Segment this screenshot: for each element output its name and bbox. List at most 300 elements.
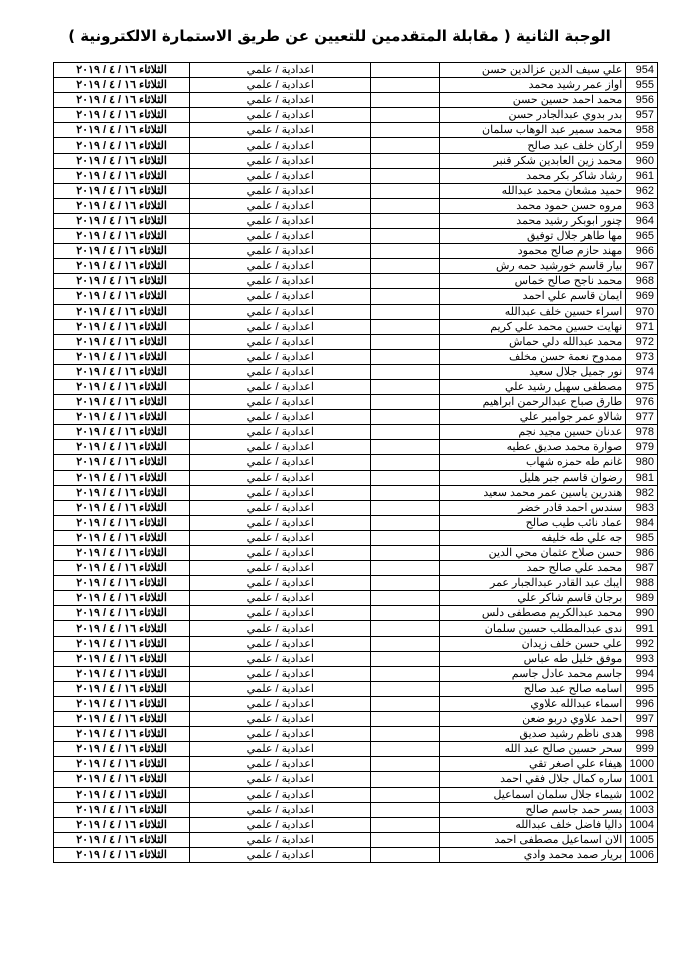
table-row xyxy=(54,440,658,455)
row-number: 976 xyxy=(626,395,658,410)
table-row xyxy=(54,666,658,681)
certificate-type: اعدادية / علمي xyxy=(190,666,371,681)
empty-cell xyxy=(371,485,440,500)
row-number: 986 xyxy=(626,546,658,561)
empty-cell xyxy=(371,817,440,832)
applicant-name: محمد علي صالح حمد xyxy=(439,561,625,576)
applicant-name: مصطفى سهيل رشيد علي xyxy=(439,379,625,394)
interview-date: الثلاثاء ١٦ / ٤ / ٢٠١٩ xyxy=(54,334,190,349)
page-title: الوجبة الثانية ( مقابلة المتقدمين للتعيين عن طريق الاستمارة الالكترونية ) xyxy=(68,27,611,45)
table-row xyxy=(54,817,658,832)
empty-cell xyxy=(371,606,440,621)
applicant-name: احمد علاوي دربو ضعن xyxy=(439,712,625,727)
interview-date: الثلاثاء ١٦ / ٤ / ٢٠١٩ xyxy=(54,772,190,787)
interview-date: الثلاثاء ١٦ / ٤ / ٢٠١٩ xyxy=(54,259,190,274)
empty-cell xyxy=(371,410,440,425)
row-number: 990 xyxy=(626,606,658,621)
empty-cell xyxy=(371,515,440,530)
interview-date: الثلاثاء ١٦ / ٤ / ٢٠١٩ xyxy=(54,621,190,636)
row-number: 994 xyxy=(626,666,658,681)
row-number: 958 xyxy=(626,123,658,138)
row-number: 964 xyxy=(626,213,658,228)
certificate-type: اعدادية / علمي xyxy=(190,772,371,787)
applicant-name: جه علي طه خليفه xyxy=(439,530,625,545)
certificate-type: اعدادية / علمي xyxy=(190,304,371,319)
table-row xyxy=(54,470,658,485)
applicant-name: رضوان قاسم جبر هليل xyxy=(439,470,625,485)
empty-cell xyxy=(371,168,440,183)
applicant-name: حميد مشعان محمد عبدالله xyxy=(439,183,625,198)
applicant-name: صوارة محمد صديق عطيه xyxy=(439,440,625,455)
applicant-name: حسن صلاح عثمان محي الدين xyxy=(439,546,625,561)
applicant-name: موفق خليل طه عباس xyxy=(439,651,625,666)
interview-date: الثلاثاء ١٦ / ٤ / ٢٠١٩ xyxy=(54,681,190,696)
interview-date: الثلاثاء ١٦ / ٤ / ٢٠١٩ xyxy=(54,636,190,651)
table-row xyxy=(54,349,658,364)
certificate-type: اعدادية / علمي xyxy=(190,832,371,847)
applicant-name: ندى عبدالمطلب حسين سلمان xyxy=(439,621,625,636)
row-number: 967 xyxy=(626,259,658,274)
empty-cell xyxy=(371,530,440,545)
certificate-type: اعدادية / علمي xyxy=(190,847,371,862)
table-row xyxy=(54,410,658,425)
applicant-name: هندرين ياسين عمر محمد سعيد xyxy=(439,485,625,500)
certificate-type: اعدادية / علمي xyxy=(190,576,371,591)
applicant-name: مهند حازم صالح محمود xyxy=(439,244,625,259)
row-number: 991 xyxy=(626,621,658,636)
empty-cell xyxy=(371,93,440,108)
row-number: 981 xyxy=(626,470,658,485)
applicant-name: اسراء حسين خلف عبدالله xyxy=(439,304,625,319)
empty-cell xyxy=(371,757,440,772)
applicant-name: محمد ناجح صالح خماس xyxy=(439,274,625,289)
table-row xyxy=(54,696,658,711)
table-row xyxy=(54,530,658,545)
certificate-type: اعدادية / علمي xyxy=(190,817,371,832)
interview-date: الثلاثاء ١٦ / ٤ / ٢٠١٩ xyxy=(54,651,190,666)
applicant-name: چنور ابوبكر رشيد محمد xyxy=(439,213,625,228)
applicant-name: نهايت حسين محمد علي كريم xyxy=(439,319,625,334)
empty-cell xyxy=(371,289,440,304)
empty-cell xyxy=(371,274,440,289)
applicant-name: بيار قاسم خورشيد حمه رش xyxy=(439,259,625,274)
applicant-name: اواز عمر رشيد محمد xyxy=(439,78,625,93)
table-row xyxy=(54,78,658,93)
certificate-type: اعدادية / علمي xyxy=(190,787,371,802)
table-row xyxy=(54,787,658,802)
row-number: 963 xyxy=(626,198,658,213)
table-row xyxy=(54,229,658,244)
row-number: 982 xyxy=(626,485,658,500)
certificate-type: اعدادية / علمي xyxy=(190,440,371,455)
applicant-name: ساره كمال جلال فقي احمد xyxy=(439,772,625,787)
empty-cell xyxy=(371,787,440,802)
row-number: 1002 xyxy=(626,787,658,802)
certificate-type: اعدادية / علمي xyxy=(190,244,371,259)
row-number: 996 xyxy=(626,696,658,711)
table-row xyxy=(54,727,658,742)
certificate-type: اعدادية / علمي xyxy=(190,123,371,138)
certificate-type: اعدادية / علمي xyxy=(190,500,371,515)
row-number: 970 xyxy=(626,304,658,319)
certificate-type: اعدادية / علمي xyxy=(190,591,371,606)
empty-cell xyxy=(371,561,440,576)
table-row xyxy=(54,636,658,651)
interview-date: الثلاثاء ١٦ / ٤ / ٢٠١٩ xyxy=(54,349,190,364)
applicant-name: داليا فاضل خلف عبدالله xyxy=(439,817,625,832)
interview-date: الثلاثاء ١٦ / ٤ / ٢٠١٩ xyxy=(54,727,190,742)
interview-date: الثلاثاء ١٦ / ٤ / ٢٠١٩ xyxy=(54,108,190,123)
certificate-type: اعدادية / علمي xyxy=(190,621,371,636)
certificate-type: اعدادية / علمي xyxy=(190,515,371,530)
certificate-type: اعدادية / علمي xyxy=(190,455,371,470)
applicant-name: سحر حسين صالح عبد الله xyxy=(439,742,625,757)
interview-date: الثلاثاء ١٦ / ٤ / ٢٠١٩ xyxy=(54,515,190,530)
interview-date: الثلاثاء ١٦ / ٤ / ٢٠١٩ xyxy=(54,379,190,394)
empty-cell xyxy=(371,576,440,591)
applicant-name: عماد نائب طيب صالح xyxy=(439,515,625,530)
table-row xyxy=(54,63,658,78)
empty-cell xyxy=(371,696,440,711)
interview-date: الثلاثاء ١٦ / ٤ / ٢٠١٩ xyxy=(54,561,190,576)
applicant-name: برجان قاسم شاكر علي xyxy=(439,591,625,606)
interview-date: الثلاثاء ١٦ / ٤ / ٢٠١٩ xyxy=(54,213,190,228)
certificate-type: اعدادية / علمي xyxy=(190,213,371,228)
row-number: 1006 xyxy=(626,847,658,862)
applicant-name: الان اسماعيل مصطفى احمد xyxy=(439,832,625,847)
table-row xyxy=(54,183,658,198)
interview-date: الثلاثاء ١٦ / ٤ / ٢٠١٩ xyxy=(54,591,190,606)
certificate-type: اعدادية / علمي xyxy=(190,379,371,394)
empty-cell xyxy=(371,742,440,757)
interview-date: الثلاثاء ١٦ / ٤ / ٢٠١٩ xyxy=(54,817,190,832)
row-number: 988 xyxy=(626,576,658,591)
certificate-type: اعدادية / علمي xyxy=(190,757,371,772)
applicant-name: ممدوح نعمة حسن مخلف xyxy=(439,349,625,364)
row-number: 969 xyxy=(626,289,658,304)
row-number: 957 xyxy=(626,108,658,123)
table-row xyxy=(54,621,658,636)
table-row xyxy=(54,364,658,379)
certificate-type: اعدادية / علمي xyxy=(190,802,371,817)
row-number: 961 xyxy=(626,168,658,183)
empty-cell xyxy=(371,304,440,319)
certificate-type: اعدادية / علمي xyxy=(190,93,371,108)
interview-date: الثلاثاء ١٦ / ٤ / ٢٠١٩ xyxy=(54,500,190,515)
table-row xyxy=(54,198,658,213)
certificate-type: اعدادية / علمي xyxy=(190,470,371,485)
table-row xyxy=(54,742,658,757)
certificate-type: اعدادية / علمي xyxy=(190,168,371,183)
interview-date: الثلاثاء ١٦ / ٤ / ٢٠١٩ xyxy=(54,138,190,153)
certificate-type: اعدادية / علمي xyxy=(190,319,371,334)
certificate-type: اعدادية / علمي xyxy=(190,364,371,379)
interview-date: الثلاثاء ١٦ / ٤ / ٢٠١٩ xyxy=(54,696,190,711)
certificate-type: اعدادية / علمي xyxy=(190,63,371,78)
interview-date: الثلاثاء ١٦ / ٤ / ٢٠١٩ xyxy=(54,546,190,561)
row-number: 968 xyxy=(626,274,658,289)
empty-cell xyxy=(371,319,440,334)
interview-date: الثلاثاء ١٦ / ٤ / ٢٠١٩ xyxy=(54,757,190,772)
certificate-type: اعدادية / علمي xyxy=(190,425,371,440)
applicant-name: اسماء عبدالله علاوي xyxy=(439,696,625,711)
interview-date: الثلاثاء ١٦ / ٤ / ٢٠١٩ xyxy=(54,183,190,198)
empty-cell xyxy=(371,546,440,561)
row-number: 955 xyxy=(626,78,658,93)
certificate-type: اعدادية / علمي xyxy=(190,198,371,213)
interview-date: الثلاثاء ١٦ / ٤ / ٢٠١٩ xyxy=(54,168,190,183)
interview-date: الثلاثاء ١٦ / ٤ / ٢٠١٩ xyxy=(54,198,190,213)
applicant-name: عدنان حسين مجيد نجم xyxy=(439,425,625,440)
interview-date: الثلاثاء ١٦ / ٤ / ٢٠١٩ xyxy=(54,576,190,591)
table-row xyxy=(54,213,658,228)
table-row xyxy=(54,244,658,259)
table-row xyxy=(54,93,658,108)
certificate-type: اعدادية / علمي xyxy=(190,138,371,153)
row-number: 960 xyxy=(626,153,658,168)
row-number: 998 xyxy=(626,727,658,742)
empty-cell xyxy=(371,591,440,606)
certificate-type: اعدادية / علمي xyxy=(190,530,371,545)
empty-cell xyxy=(371,229,440,244)
table-row xyxy=(54,561,658,576)
applicant-name: سندس احمد قادر خضر xyxy=(439,500,625,515)
empty-cell xyxy=(371,349,440,364)
row-number: 993 xyxy=(626,651,658,666)
empty-cell xyxy=(371,681,440,696)
table-row xyxy=(54,455,658,470)
table-row xyxy=(54,289,658,304)
row-number: 1004 xyxy=(626,817,658,832)
applicant-name: غانم طه حمزه شهاب xyxy=(439,455,625,470)
row-number: 962 xyxy=(626,183,658,198)
interview-date: الثلاثاء ١٦ / ٤ / ٢٠١٩ xyxy=(54,229,190,244)
certificate-type: اعدادية / علمي xyxy=(190,334,371,349)
table-row xyxy=(54,274,658,289)
empty-cell xyxy=(371,183,440,198)
row-number: 959 xyxy=(626,138,658,153)
applicant-name: بدر بدوي عبدالجادر حسن xyxy=(439,108,625,123)
empty-cell xyxy=(371,213,440,228)
applicant-name: طارق صباح عبدالرحمن ابراهيم xyxy=(439,395,625,410)
row-number: 966 xyxy=(626,244,658,259)
applicant-name: هيفاء علي اصغر تقي xyxy=(439,757,625,772)
interview-date: الثلاثاء ١٦ / ٤ / ٢٠١٩ xyxy=(54,274,190,289)
applicant-name: محمد احمد حسين حسن xyxy=(439,93,625,108)
applicant-name: مروه حسن حمود محمد xyxy=(439,198,625,213)
table-row xyxy=(54,591,658,606)
certificate-type: اعدادية / علمي xyxy=(190,78,371,93)
row-number: 995 xyxy=(626,681,658,696)
interview-date: الثلاثاء ١٦ / ٤ / ٢٠١٩ xyxy=(54,440,190,455)
empty-cell xyxy=(371,138,440,153)
certificate-type: اعدادية / علمي xyxy=(190,485,371,500)
row-number: 1005 xyxy=(626,832,658,847)
table-row xyxy=(54,772,658,787)
interview-date: الثلاثاء ١٦ / ٤ / ٢٠١٩ xyxy=(54,319,190,334)
applicant-name: يسر حمد جاسم صالح xyxy=(439,802,625,817)
interview-date: الثلاثاء ١٦ / ٤ / ٢٠١٩ xyxy=(54,364,190,379)
table-row xyxy=(54,123,658,138)
interview-date: الثلاثاء ١٦ / ٤ / ٢٠١٩ xyxy=(54,395,190,410)
applicant-name: شيماء جلال سلمان اسماعيل xyxy=(439,787,625,802)
table-row xyxy=(54,651,658,666)
table-row xyxy=(54,379,658,394)
empty-cell xyxy=(371,425,440,440)
empty-cell xyxy=(371,334,440,349)
applicant-name: علي حسن خلف زيدان xyxy=(439,636,625,651)
row-number: 979 xyxy=(626,440,658,455)
applicant-name: هدى ناظم رشيد صديق xyxy=(439,727,625,742)
applicant-name: محمد عبدالكريم مصطفى دلس xyxy=(439,606,625,621)
certificate-type: اعدادية / علمي xyxy=(190,229,371,244)
applicant-name: شالاو عمر جوامير علي xyxy=(439,410,625,425)
empty-cell xyxy=(371,153,440,168)
table-row xyxy=(54,334,658,349)
table-row xyxy=(54,515,658,530)
row-number: 1000 xyxy=(626,757,658,772)
empty-cell xyxy=(371,847,440,862)
row-number: 985 xyxy=(626,530,658,545)
empty-cell xyxy=(371,379,440,394)
table-row xyxy=(54,576,658,591)
table-body xyxy=(54,63,658,863)
applicant-name: اركان خلف عبد صالح xyxy=(439,138,625,153)
interview-date: الثلاثاء ١٦ / ٤ / ٢٠١٩ xyxy=(54,666,190,681)
applicant-name: علي سيف الدين عزالدين حسن xyxy=(439,63,625,78)
interview-date: الثلاثاء ١٦ / ٤ / ٢٠١٩ xyxy=(54,787,190,802)
row-number: 989 xyxy=(626,591,658,606)
table-row xyxy=(54,138,658,153)
table-row xyxy=(54,847,658,862)
certificate-type: اعدادية / علمي xyxy=(190,561,371,576)
row-number: 1001 xyxy=(626,772,658,787)
applicant-name: محمد سمير عبد الوهاب سلمان xyxy=(439,123,625,138)
applicant-name: ايمان قاسم علي احمد xyxy=(439,289,625,304)
table-row xyxy=(54,108,658,123)
certificate-type: اعدادية / علمي xyxy=(190,259,371,274)
certificate-type: اعدادية / علمي xyxy=(190,349,371,364)
row-number: 972 xyxy=(626,334,658,349)
certificate-type: اعدادية / علمي xyxy=(190,742,371,757)
certificate-type: اعدادية / علمي xyxy=(190,546,371,561)
applicant-name: اسامه صالح عبد صالح xyxy=(439,681,625,696)
row-number: 977 xyxy=(626,410,658,425)
empty-cell xyxy=(371,470,440,485)
row-number: 999 xyxy=(626,742,658,757)
empty-cell xyxy=(371,772,440,787)
interview-date: الثلاثاء ١٦ / ٤ / ٢٠١٩ xyxy=(54,93,190,108)
empty-cell xyxy=(371,108,440,123)
row-number: 978 xyxy=(626,425,658,440)
row-number: 997 xyxy=(626,712,658,727)
empty-cell xyxy=(371,651,440,666)
table-row xyxy=(54,259,658,274)
applicant-name: ايبك عبد القادر عبدالجبار عمر xyxy=(439,576,625,591)
interview-date: الثلاثاء ١٦ / ٤ / ٢٠١٩ xyxy=(54,123,190,138)
applicant-name: نور جميل جلال سعيد xyxy=(439,364,625,379)
row-number: 983 xyxy=(626,500,658,515)
table-row xyxy=(54,153,658,168)
table-row xyxy=(54,802,658,817)
interview-date: الثلاثاء ١٦ / ٤ / ٢٠١٩ xyxy=(54,78,190,93)
table-row xyxy=(54,757,658,772)
table-row xyxy=(54,485,658,500)
interview-date: الثلاثاء ١٦ / ٤ / ٢٠١٩ xyxy=(54,485,190,500)
table-row xyxy=(54,546,658,561)
table-row xyxy=(54,304,658,319)
empty-cell xyxy=(371,455,440,470)
empty-cell xyxy=(371,712,440,727)
interview-date: الثلاثاء ١٦ / ٤ / ٢٠١٩ xyxy=(54,289,190,304)
interview-date: الثلاثاء ١٦ / ٤ / ٢٠١٩ xyxy=(54,847,190,862)
row-number: 987 xyxy=(626,561,658,576)
table-row xyxy=(54,681,658,696)
table-row xyxy=(54,500,658,515)
certificate-type: اعدادية / علمي xyxy=(190,108,371,123)
certificate-type: اعدادية / علمي xyxy=(190,636,371,651)
row-number: 980 xyxy=(626,455,658,470)
empty-cell xyxy=(371,63,440,78)
empty-cell xyxy=(371,802,440,817)
empty-cell xyxy=(371,244,440,259)
interview-date: الثلاثاء ١٦ / ٤ / ٢٠١٩ xyxy=(54,802,190,817)
table-row xyxy=(54,168,658,183)
interview-date: الثلاثاء ١٦ / ٤ / ٢٠١٩ xyxy=(54,304,190,319)
table-row xyxy=(54,712,658,727)
table-row xyxy=(54,395,658,410)
certificate-type: اعدادية / علمي xyxy=(190,183,371,198)
interview-date: الثلاثاء ١٦ / ٤ / ٢٠١٩ xyxy=(54,410,190,425)
row-number: 971 xyxy=(626,319,658,334)
row-number: 1003 xyxy=(626,802,658,817)
interview-date: الثلاثاء ١٦ / ٤ / ٢٠١٩ xyxy=(54,742,190,757)
row-number: 965 xyxy=(626,229,658,244)
interview-date: الثلاثاء ١٦ / ٤ / ٢٠١٩ xyxy=(54,63,190,78)
empty-cell xyxy=(371,832,440,847)
empty-cell xyxy=(371,259,440,274)
interview-date: الثلاثاء ١٦ / ٤ / ٢٠١٩ xyxy=(54,455,190,470)
row-number: 975 xyxy=(626,379,658,394)
empty-cell xyxy=(371,727,440,742)
table-row xyxy=(54,319,658,334)
empty-cell xyxy=(371,123,440,138)
table-row xyxy=(54,425,658,440)
table-row xyxy=(54,832,658,847)
empty-cell xyxy=(371,636,440,651)
row-number: 984 xyxy=(626,515,658,530)
interview-date: الثلاثاء ١٦ / ٤ / ٢٠١٩ xyxy=(54,244,190,259)
applicant-name: محمد زين العابدين شكر قنبر xyxy=(439,153,625,168)
applicants-table xyxy=(53,62,658,863)
empty-cell xyxy=(371,440,440,455)
interview-date: الثلاثاء ١٦ / ٤ / ٢٠١٩ xyxy=(54,470,190,485)
applicant-name: مها طاهر جلال توفيق xyxy=(439,229,625,244)
certificate-type: اعدادية / علمي xyxy=(190,712,371,727)
certificate-type: اعدادية / علمي xyxy=(190,651,371,666)
certificate-type: اعدادية / علمي xyxy=(190,696,371,711)
empty-cell xyxy=(371,78,440,93)
interview-date: الثلاثاء ١٦ / ٤ / ٢٠١٩ xyxy=(54,712,190,727)
applicant-name: بريار صمد محمد وادي xyxy=(439,847,625,862)
row-number: 973 xyxy=(626,349,658,364)
empty-cell xyxy=(371,364,440,379)
certificate-type: اعدادية / علمي xyxy=(190,410,371,425)
certificate-type: اعدادية / علمي xyxy=(190,681,371,696)
empty-cell xyxy=(371,500,440,515)
certificate-type: اعدادية / علمي xyxy=(190,289,371,304)
certificate-type: اعدادية / علمي xyxy=(190,274,371,289)
